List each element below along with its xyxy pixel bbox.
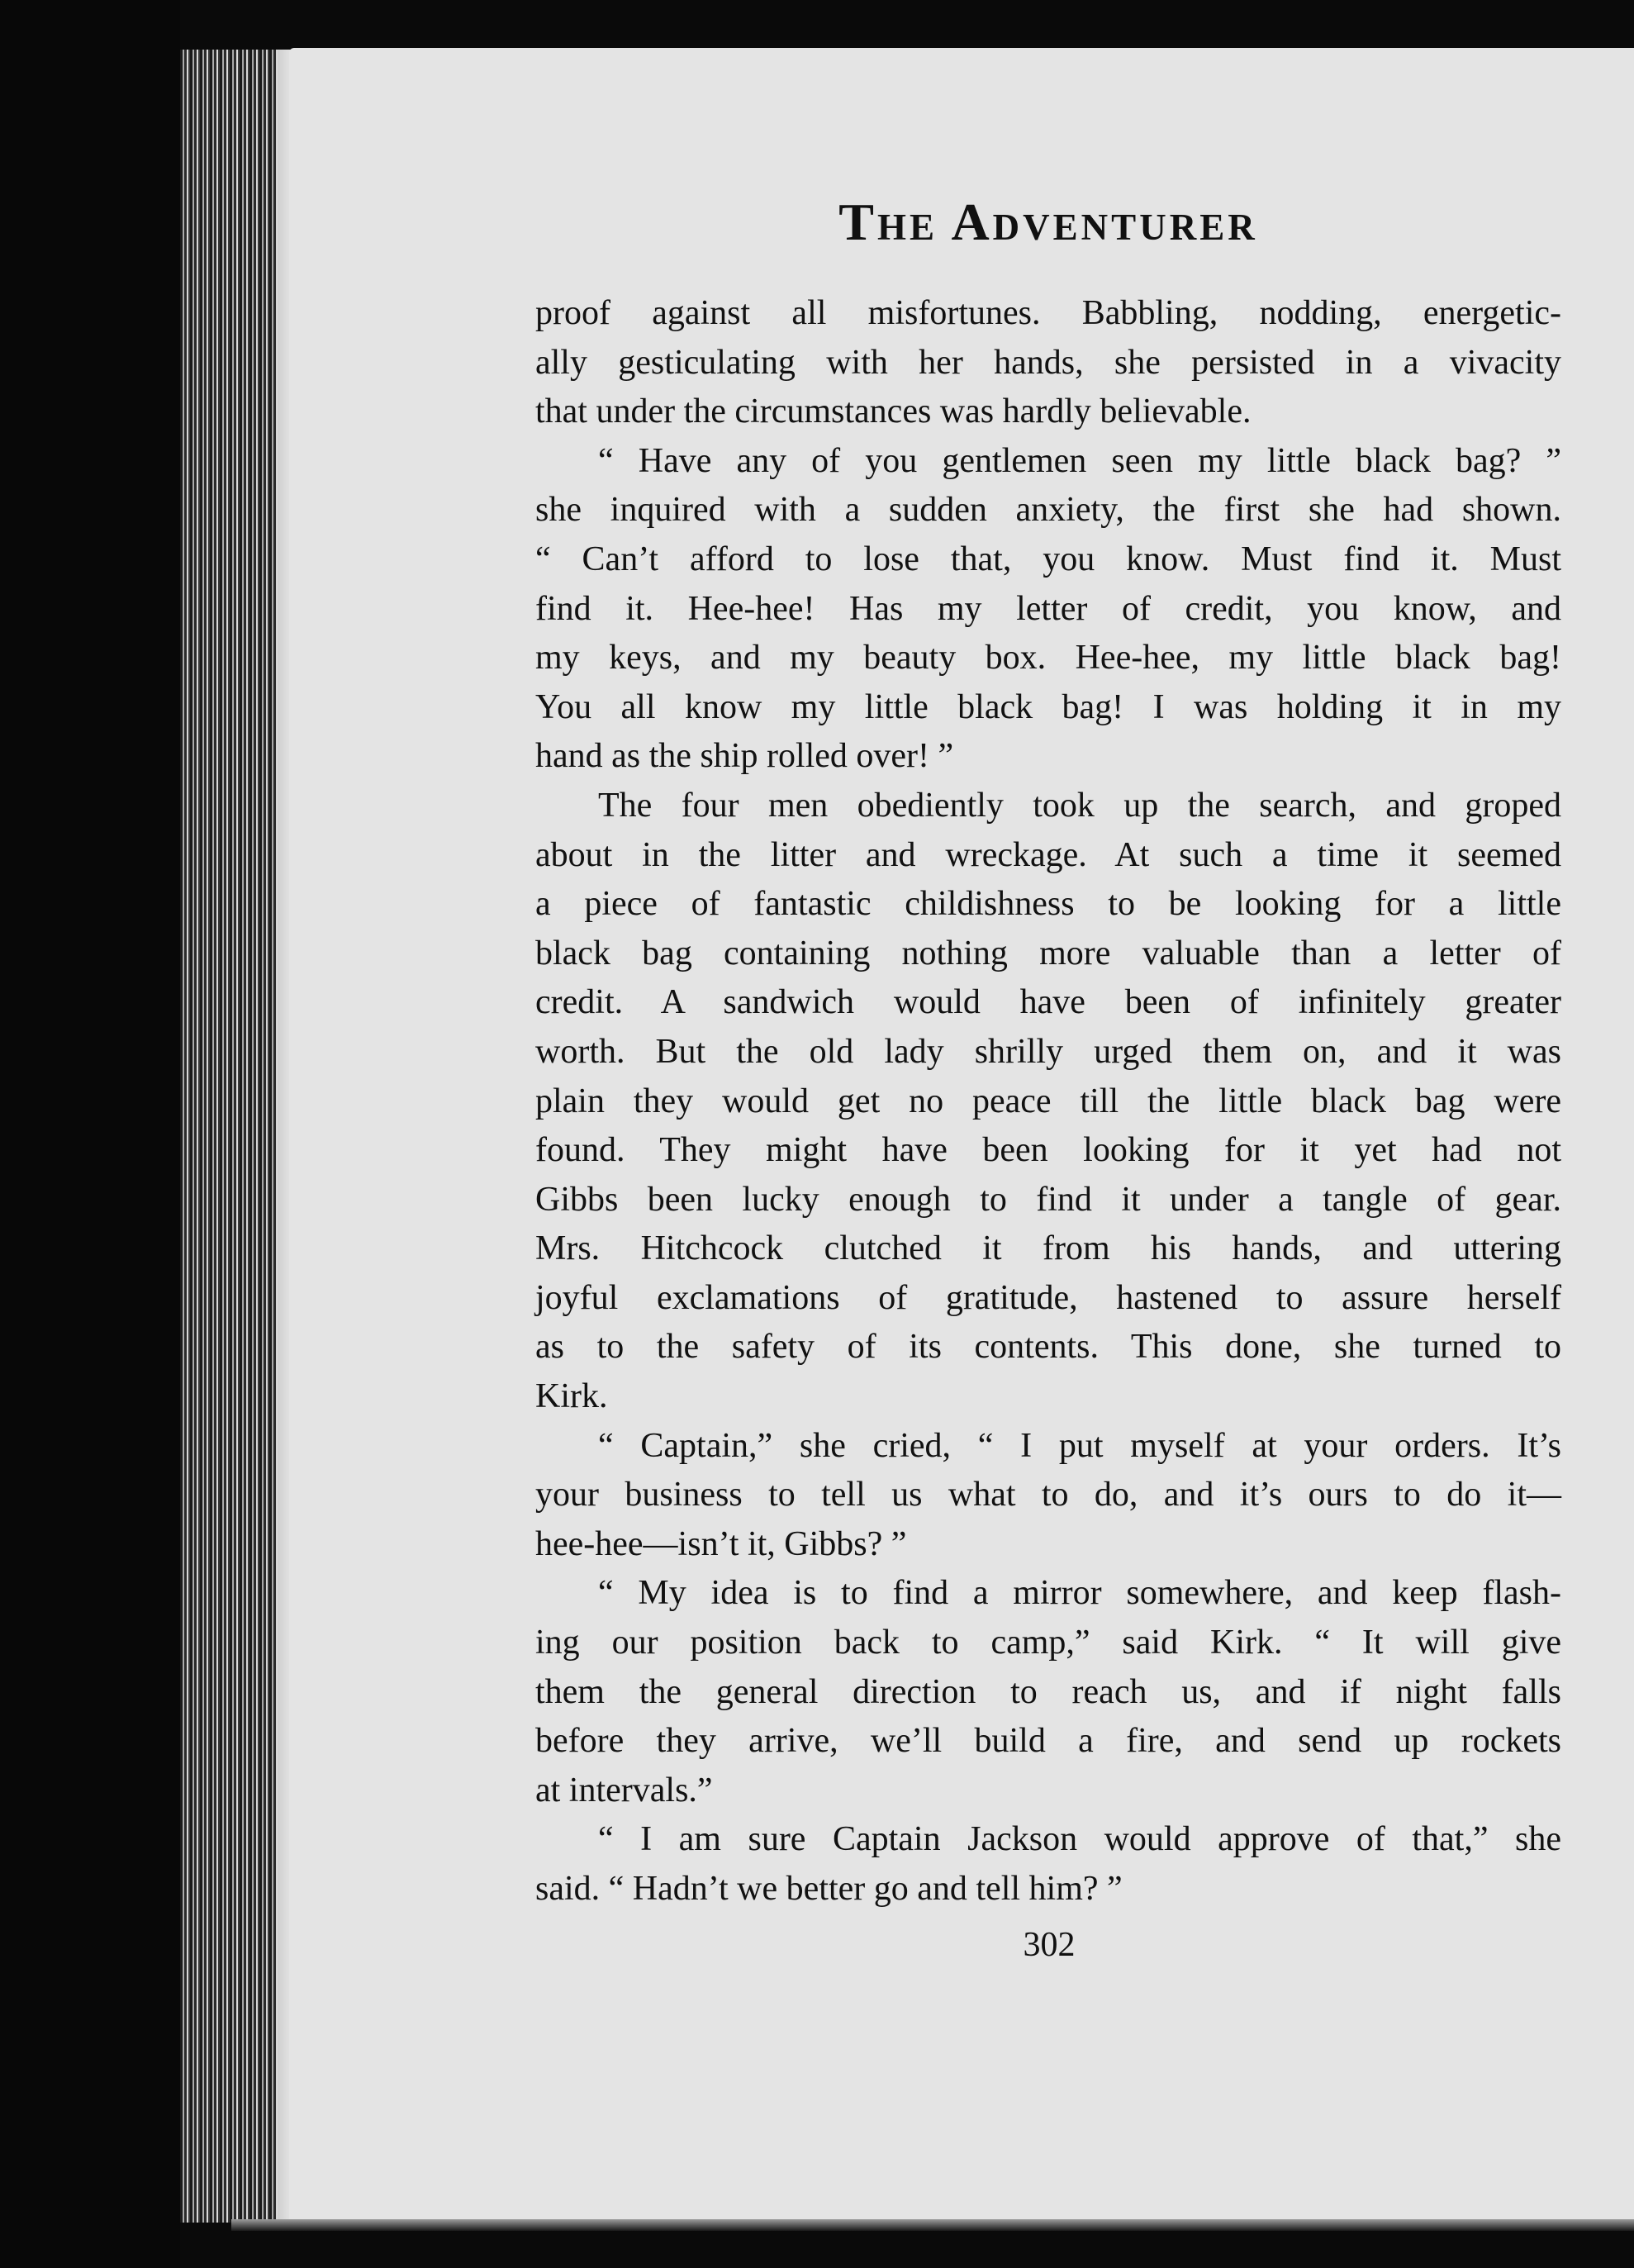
- text-line: found. They might have been looking for it yet had not: [535, 1131, 1561, 1170]
- text-line: said. “ Hadn’t we better go and tell him? ”: [535, 1870, 1123, 1908]
- text-line: black bag containing nothing more valuable than a letter of: [535, 934, 1561, 972]
- text-line: hand as the ship rolled over! ”: [535, 737, 954, 776]
- book-page-edges: [180, 50, 294, 2223]
- text-line: proof against all misfortunes. Babbling, nodding, energetic-: [535, 294, 1561, 332]
- text-line: credit. A sandwich would have been of infinitely greater: [535, 983, 1561, 1022]
- text-line: ing our position back to camp,” said Kirk. “ It will give: [535, 1624, 1561, 1662]
- text-line: at intervals.”: [535, 1771, 713, 1809]
- text-line: “ I am sure Captain Jackson would approve of that,” she: [598, 1820, 1561, 1859]
- text-line: Mrs. Hitchcock clutched it from his hands, and uttering: [535, 1229, 1561, 1268]
- text-line: as to the safety of its contents. This done, she turned to: [535, 1328, 1561, 1367]
- text-line: ally gesticulating with her hands, she persisted in a vivacity: [535, 343, 1561, 382]
- text-line: “ Can’t afford to lose that, you know. Must find it. Must: [535, 540, 1561, 578]
- text-line: joyful exclamations of gratitude, hastened to assure herself: [535, 1278, 1561, 1317]
- body-text: [535, 289, 1561, 1914]
- text-line: hee-hee—isn’t it, Gibbs? ”: [535, 1524, 907, 1563]
- binding-shadow: [0, 0, 180, 2268]
- text-line: “ My idea is to find a mirror somewhere, and keep flash-: [598, 1574, 1561, 1613]
- text-line: that under the circumstances was hardly believable.: [535, 392, 1252, 431]
- text-line: “ Have any of you gentlemen seen my little black bag? ”: [598, 441, 1561, 480]
- text-line: a piece of fantastic childishness to be looking for a little: [535, 885, 1561, 924]
- text-line: before they arrive, we’ll build a fire, and send up rockets: [535, 1722, 1561, 1761]
- text-line: find it. Hee-hee! Has my letter of credit, you know, and: [535, 589, 1561, 628]
- page-bottom-edge: [231, 2219, 1634, 2231]
- text-line: The four men obediently took up the search, and groped: [598, 786, 1561, 825]
- running-head-text: The Adventurer: [838, 193, 1258, 251]
- text-line: worth. But the old lady shrilly urged them on, and it was: [535, 1032, 1561, 1071]
- text-line: Kirk.: [535, 1377, 608, 1416]
- text-line: them the general direction to reach us, and if night falls: [535, 1672, 1561, 1711]
- text-line: about in the litter and wreckage. At such a time it seemed: [535, 835, 1561, 874]
- text-line: You all know my little black bag! I was holding it in my: [535, 687, 1561, 726]
- text-line: your business to tell us what to do, and it’s ours to do it—: [535, 1476, 1561, 1514]
- page-number: 302: [1023, 1926, 1076, 1964]
- text-line: my keys, and my beauty box. Hee-hee, my little black bag!: [535, 639, 1561, 678]
- text-line: she inquired with a sudden anxiety, the first she had shown.: [535, 491, 1561, 530]
- text-line: Gibbs been lucky enough to find it under a tangle of gear.: [535, 1180, 1561, 1219]
- running-head: [0, 192, 1634, 253]
- text-line: “ Captain,” she cried, “ I put myself at your orders. It’s: [598, 1426, 1561, 1465]
- text-line: plain they would get no peace till the little black bag were: [535, 1082, 1561, 1120]
